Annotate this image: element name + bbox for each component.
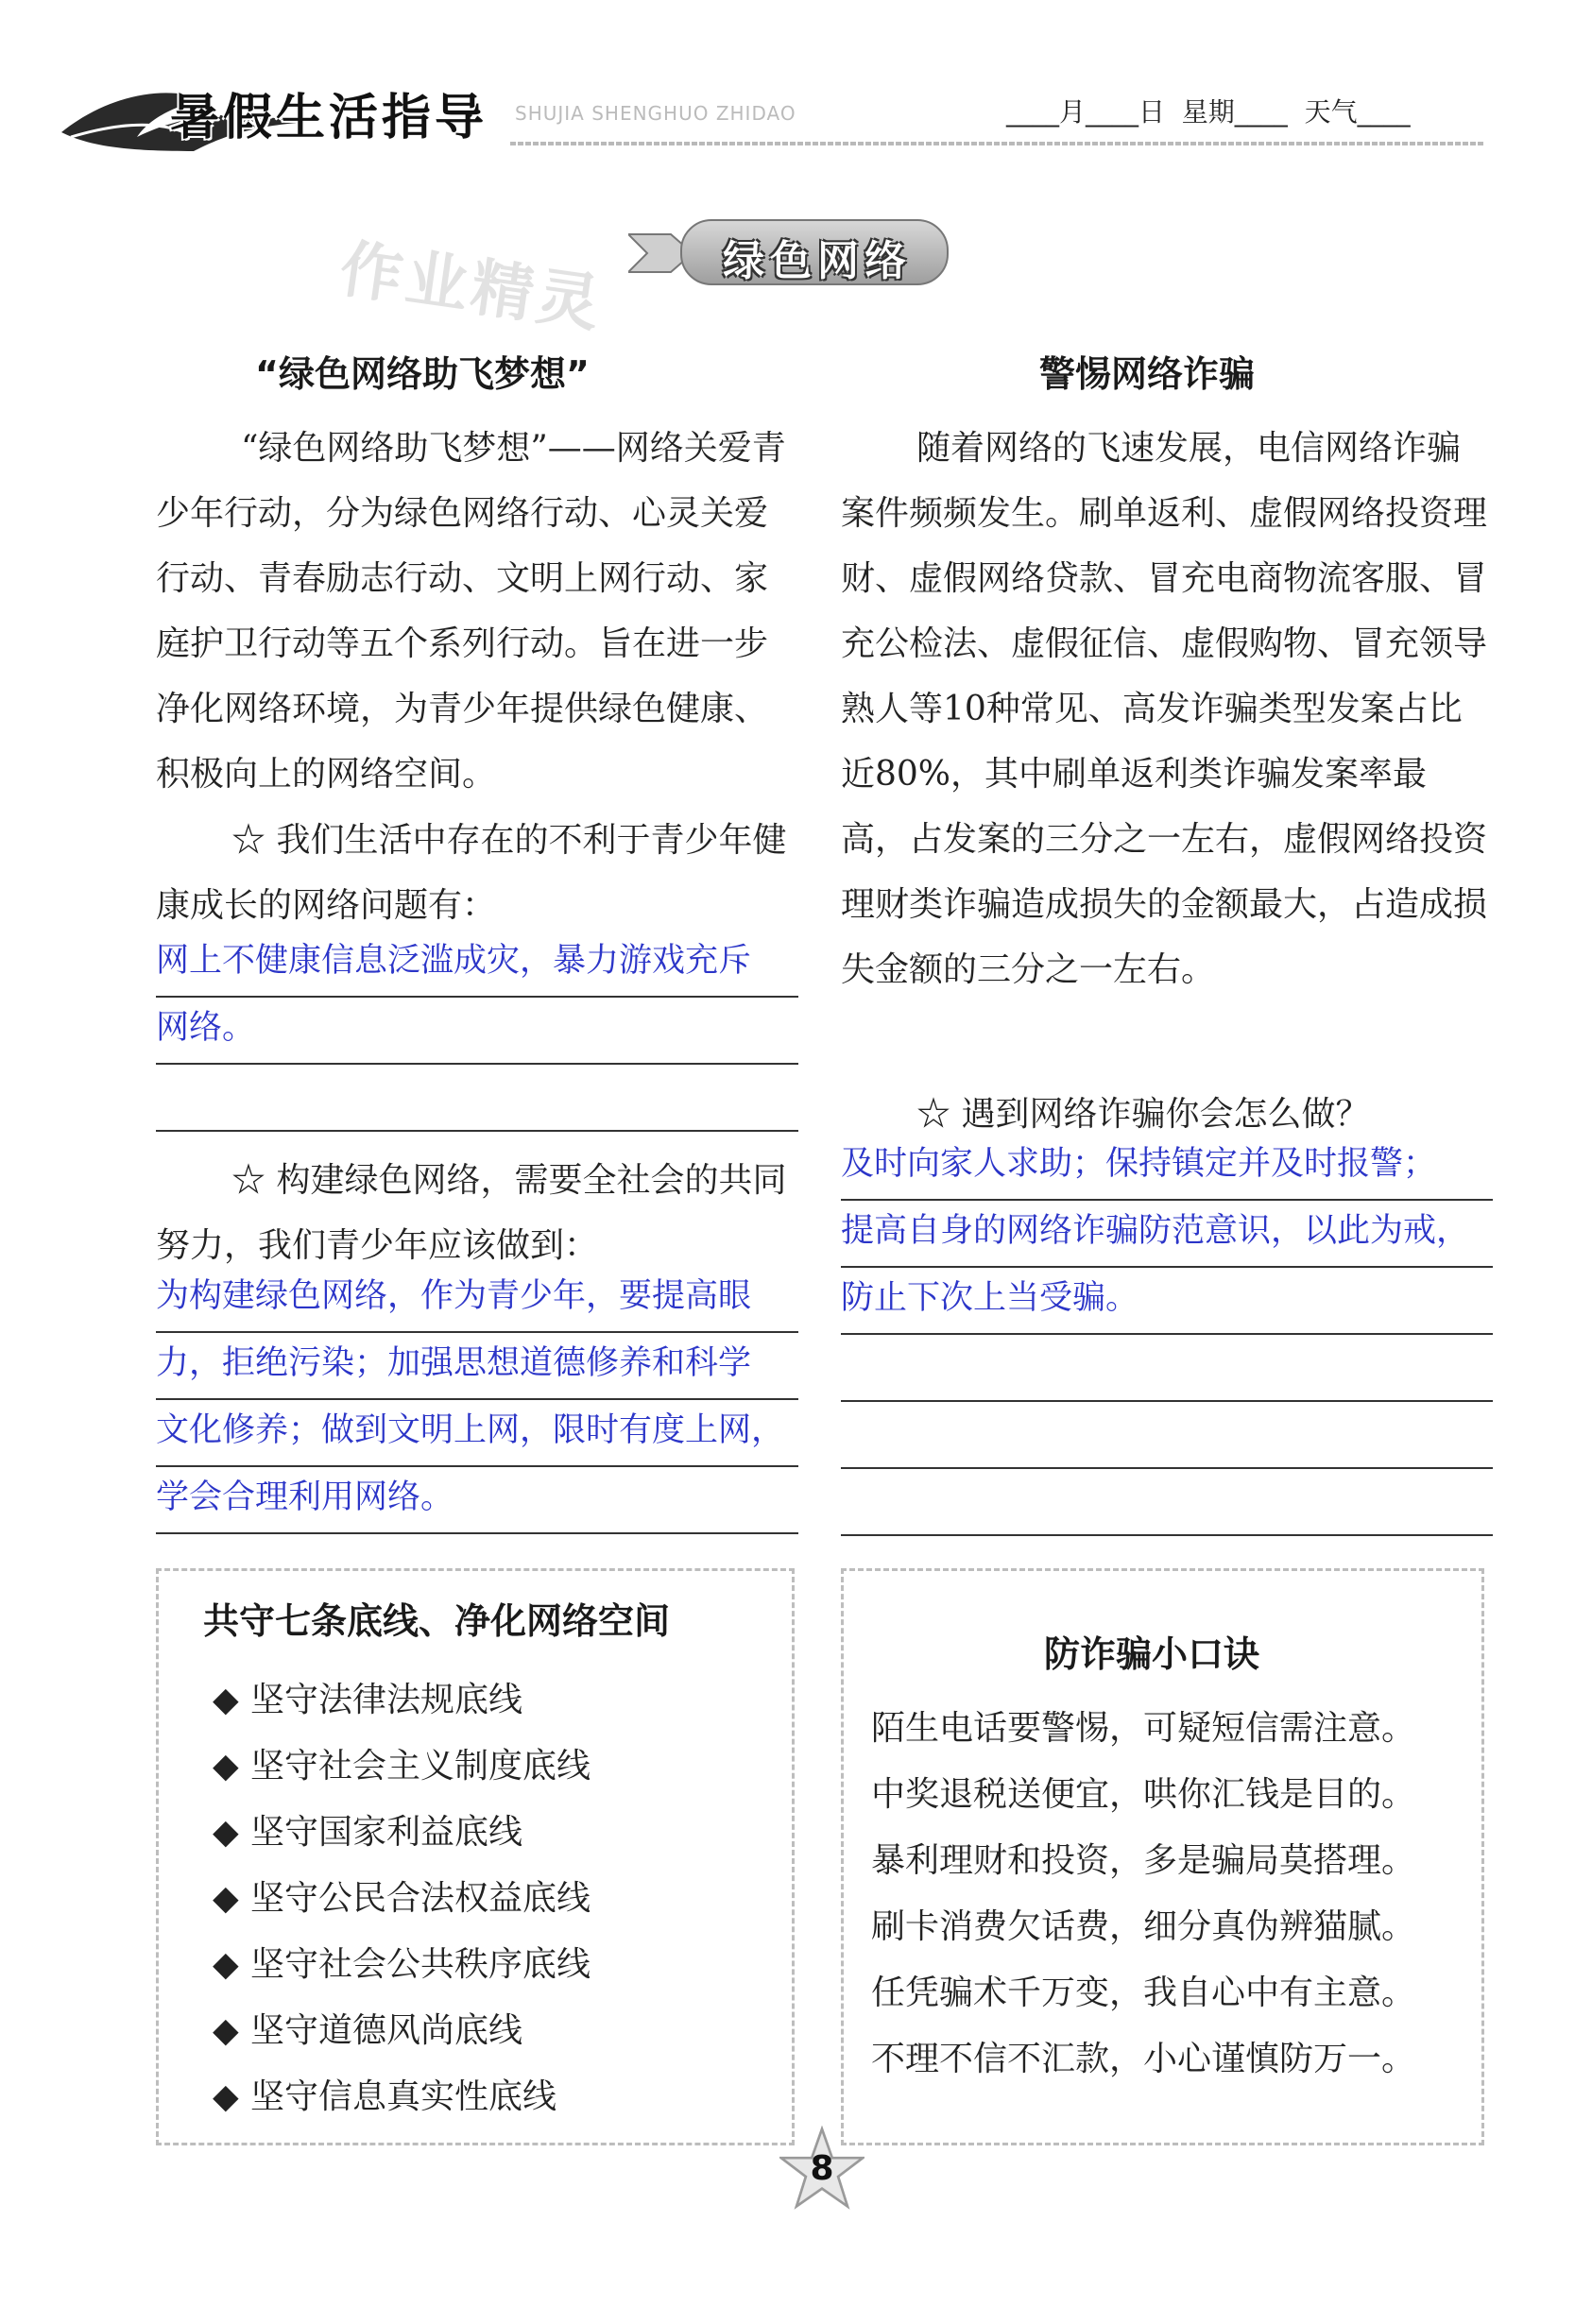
rhyme-line: 不理不信不汇款，小心谨慎防万一。: [871, 2040, 1416, 2078]
answer-line: [841, 1469, 1493, 1536]
diamond-bullet-icon: ◆: [213, 2077, 239, 2116]
answer-line: [841, 1402, 1493, 1469]
rhyme-line: 陌生电话要警惕，可疑短信需注意。: [871, 1709, 1416, 1748]
rhyme-line: 暴利理财和投资，多是骗局莫搭理。: [871, 1841, 1416, 1880]
diamond-bullet-icon: ◆: [213, 2011, 239, 2050]
left-intro-paragraph: “绿色网络助飞梦想”——网络关爱青少年行动，分为绿色网络行动、心灵关爱行动、青春励志行动、文明上网行动、家庭护卫行动等五个系列行动。旨在进一步净化网络环境，为青少年提供绿色健康、积极向上的网络空间。: [156, 429, 786, 794]
rhyme-line: 中奖退税送便宜，哄你汇钱是目的。: [871, 1775, 1416, 1814]
left-question-1: ☆ 我们生活中存在的不利于青少年健康成长的网络问题有：: [156, 821, 787, 925]
right-column-title: 警惕网络诈骗: [1039, 353, 1256, 395]
answer-line: [156, 1065, 798, 1132]
header-title: 暑假生活指导: [170, 90, 488, 146]
diamond-bullet-icon: ◆: [213, 1945, 239, 1984]
list-item: ◆ 坚守公民合法权益底线: [213, 1866, 779, 1932]
rhyme-title: 防诈骗小口诀: [1044, 1633, 1260, 1675]
header-divider: [510, 142, 1483, 145]
header-pinyin: SHUJIA SHENGHUO ZHIDAO: [515, 102, 796, 125]
rhyme-lines: [871, 1696, 1476, 2093]
answer-line: 文化修养；做到文明上网，限时有度上网，: [156, 1400, 798, 1467]
answer-line: 为构建绿色网络，作为青少年，要提高眼: [156, 1266, 798, 1333]
right-question-1: ☆ 遇到网络诈骗你会怎么做？: [916, 1095, 1370, 1134]
list-item: ◆ 坚守国家利益底线: [213, 1800, 779, 1866]
diamond-bullet-icon: ◆: [213, 1747, 239, 1786]
section-badge-label: 绿色网络: [723, 237, 912, 285]
left-question-2: ☆ 构建绿色网络，需要全社会的共同努力，我们青少年应该做到：: [156, 1161, 787, 1265]
watermark: 作业精灵: [335, 231, 608, 342]
diamond-bullet-icon: ◆: [213, 1879, 239, 1918]
list-item: ◆ 坚守社会公共秩序底线: [213, 1932, 779, 1998]
list-item: ◆ 坚守法律法规底线: [213, 1667, 779, 1734]
answer-line: 防止下次上当受骗。: [841, 1268, 1493, 1335]
rhyme-line: 任凭骗术千万变，我自心中有主意。: [871, 1974, 1416, 2012]
left-answer-1: [156, 931, 798, 1132]
list-item: ◆ 坚守社会主义制度底线: [213, 1734, 779, 1800]
answer-line: 学会合理利用网络。: [156, 1467, 798, 1534]
page-header: [0, 0, 1592, 161]
answer-line: 力，拒绝污染；加强思想道德修养和科学: [156, 1333, 798, 1400]
answer-line: 提高自身的网络诈骗防范意识，以此为戒，: [841, 1201, 1493, 1268]
diamond-bullet-icon: ◆: [213, 1681, 239, 1719]
baselines-title: 共守七条底线、净化网络空间: [203, 1600, 671, 1642]
answer-line: 网络。: [156, 998, 798, 1065]
date-weather-line: ____月____日 星期____ 天气____: [1006, 96, 1411, 128]
left-column-title: “绿色网络助飞梦想”: [255, 353, 590, 395]
left-answer-2: [156, 1266, 798, 1534]
baselines-list: [213, 1667, 779, 2130]
answer-line: [841, 1335, 1493, 1402]
list-item: ◆ 坚守信息真实性底线: [213, 2064, 779, 2130]
page-number: 8: [810, 2149, 834, 2188]
answer-line: 及时向家人求助；保持镇定并及时报警；: [841, 1134, 1493, 1201]
rhyme-line: 刷卡消费欠话费，细分真伪辨猫腻。: [871, 1907, 1416, 1946]
right-answer-1: [841, 1134, 1493, 1536]
answer-line: 网上不健康信息泛滥成灾，暴力游戏充斥: [156, 931, 798, 998]
diamond-bullet-icon: ◆: [213, 1813, 239, 1852]
right-intro-paragraph: 随着网络的飞速发展，电信网络诈骗案件频频发生。刷单返利、虚假网络投资理财、虚假网络贷款、冒充电商物流客服、冒充公检法、虚假征信、虚假购物、冒充领导熟人等10种常见、高发诈骗类型发案占比近80%，其中刷单返利类诈骗发案率最高，占发案的三分之一左右，虚假网络投资理财类诈骗造成损失的金额最大，占造成损失金额的三分之一左右。: [841, 429, 1488, 989]
list-item: ◆ 坚守道德风尚底线: [213, 1998, 779, 2064]
